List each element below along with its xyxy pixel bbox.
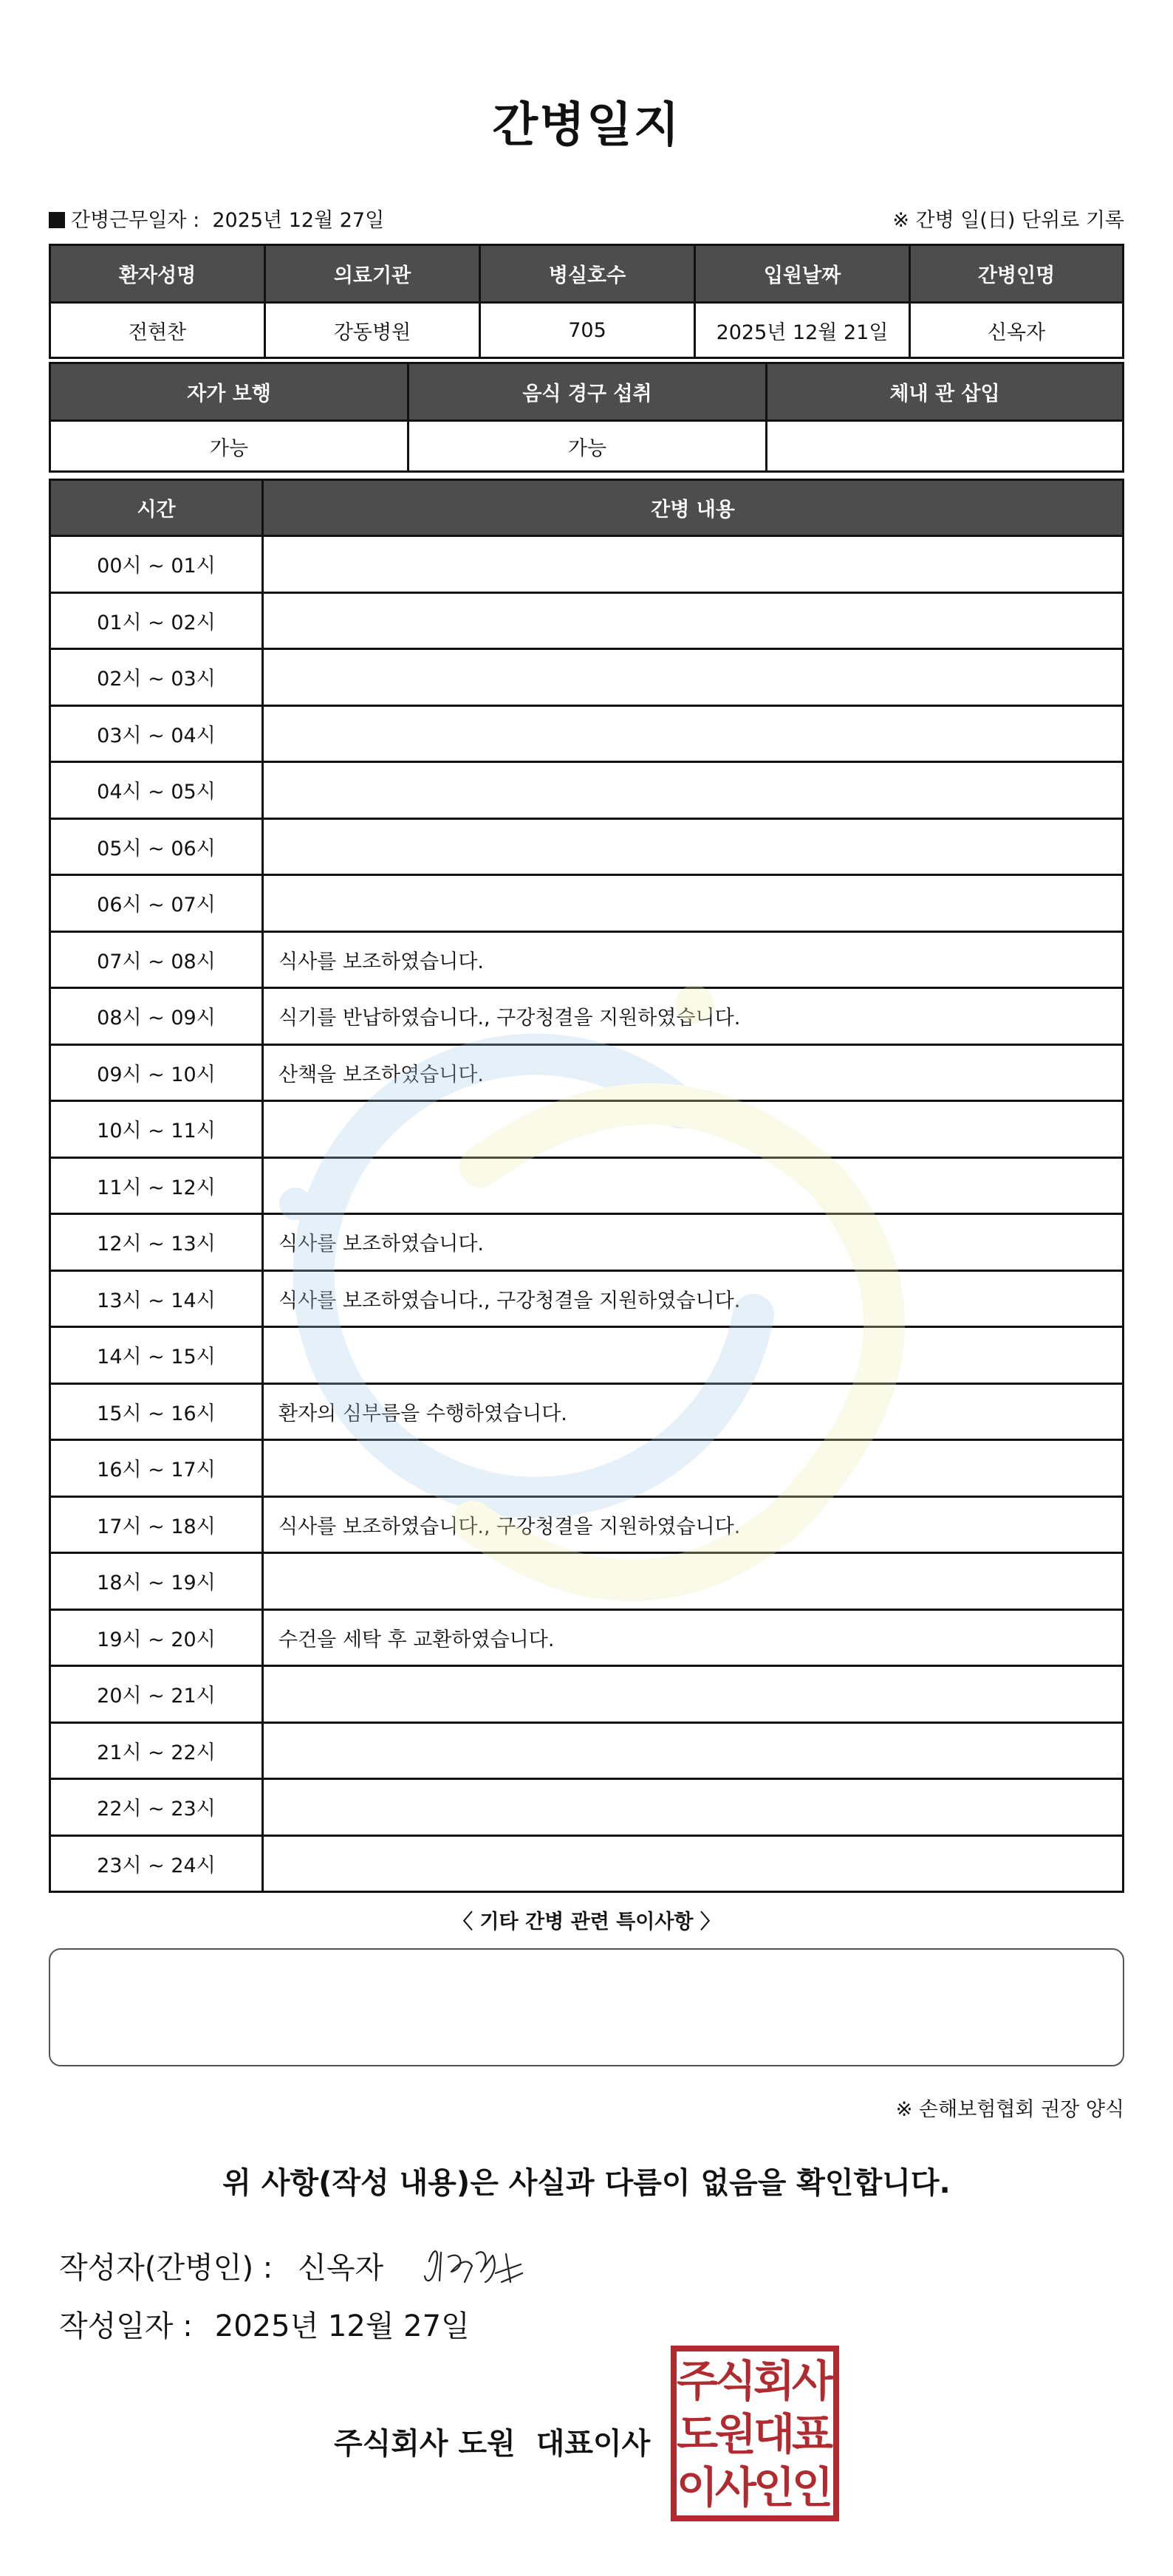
write-date-line [59, 2303, 470, 2345]
log-row-content: 식기를 반납하였습니다., 구강청결을 지원하였습니다. [278, 1007, 741, 1030]
log-row-content [264, 1102, 1122, 1157]
log-row-content [264, 1780, 1122, 1835]
log-row-content: 환자의 심부름을 수행하였습니다. [278, 1402, 567, 1425]
log-row [51, 1046, 1122, 1103]
log-row-time: 10시 ~ 11시 [51, 1102, 264, 1157]
log-row-time: 14시 ~ 15시 [51, 1328, 264, 1383]
log-row [51, 820, 1122, 877]
admission-date: 2025년 12월 21일 [696, 304, 911, 357]
log-row-time: 16시 ~ 17시 [51, 1441, 264, 1496]
log-header-row [51, 481, 1122, 537]
work-date-label: 간병근무일자 : [71, 209, 200, 232]
seal-character: 대 [753, 2409, 796, 2459]
admission-date-header: 입원날짜 [696, 246, 911, 304]
log-row [51, 1272, 1122, 1329]
log-row [51, 1328, 1122, 1385]
special-notes-box [49, 1948, 1124, 2066]
log-row-content: 산책을 보조하였습니다. [278, 1063, 484, 1086]
log-row-content [264, 820, 1122, 874]
patient-status-table [49, 362, 1124, 473]
writer-label: 작성자(간병인) : [59, 2250, 273, 2285]
log-row [51, 989, 1122, 1046]
log-row-content [264, 537, 1122, 592]
log-row-time: 22시 ~ 23시 [51, 1780, 264, 1835]
log-row [51, 1215, 1122, 1272]
company-title: 대표이사 [536, 2427, 651, 2461]
log-row [51, 537, 1122, 594]
log-row-content [264, 707, 1122, 761]
log-row-time: 11시 ~ 12시 [51, 1159, 264, 1213]
hospital: 강동병원 [266, 304, 481, 357]
log-row-content: 식사를 보조하였습니다. [278, 1233, 484, 1256]
log-row-time: 03시 ~ 04시 [51, 707, 264, 761]
log-row-content: 식사를 보조하였습니다. [278, 950, 484, 973]
time-header: 시간 [51, 481, 264, 535]
write-date-label: 작성일자 : [59, 2309, 193, 2343]
log-row-time: 08시 ~ 09시 [51, 989, 264, 1044]
caregiver-name: 신옥자 [987, 321, 1046, 344]
log-row-time: 18시 ~ 19시 [51, 1554, 264, 1609]
log-row-time: 04시 ~ 05시 [51, 763, 264, 818]
seal-character: 식 [714, 2356, 757, 2406]
log-row-time: 07시 ~ 08시 [51, 933, 264, 987]
log-row [51, 594, 1122, 651]
log-row-content [264, 1554, 1122, 1609]
log-row-time: 09시 ~ 10시 [51, 1046, 264, 1100]
log-row-time: 00시 ~ 01시 [51, 537, 264, 592]
seal-character: 회 [753, 2356, 796, 2406]
log-row-time: 21시 ~ 22시 [51, 1724, 264, 1778]
log-row-time: 15시 ~ 16시 [51, 1385, 264, 1439]
confirmation-statement: 위 사항(작성 내용)은 사실과 다름이 없음을 확인합니다. [222, 2166, 951, 2200]
log-row [51, 876, 1122, 933]
writer-line [59, 2239, 530, 2291]
seal-character: 도 [676, 2409, 719, 2459]
patient-info-table [49, 244, 1124, 359]
log-row [51, 707, 1122, 764]
log-row-content: 식사를 보조하였습니다., 구강청결을 지원하였습니다. [278, 1515, 741, 1538]
log-row-time: 19시 ~ 20시 [51, 1611, 264, 1665]
log-row-content [264, 1159, 1122, 1213]
log-row [51, 1159, 1122, 1216]
special-notes-title: 〈 기타 간병 관련 특이사항 〉 [453, 1911, 720, 1933]
room-number-header: 병실호수 [481, 246, 696, 304]
log-row-time: 05시 ~ 06시 [51, 820, 264, 874]
log-row-time: 12시 ~ 13시 [51, 1215, 264, 1270]
work-date [49, 204, 384, 233]
seal-character: 원 [714, 2409, 757, 2459]
tube-insertion-value [767, 422, 1122, 470]
patient-name-header: 환자성명 [51, 246, 266, 304]
log-row [51, 650, 1122, 707]
log-row-content [264, 1724, 1122, 1778]
log-row-content: 식사를 보조하였습니다., 구강청결을 지원하였습니다. [278, 1289, 741, 1312]
log-row-time: 20시 ~ 21시 [51, 1667, 264, 1722]
company-line [334, 2420, 650, 2462]
log-row [51, 1554, 1122, 1611]
company-name: 주식회사 도원 [334, 2427, 516, 2461]
page-title: 간병일지 [492, 98, 681, 153]
seal-character: 인 [791, 2462, 834, 2512]
log-row-content [264, 594, 1122, 648]
caregiver-name-header: 간병인명 [911, 246, 1122, 304]
record-note: ※ 간병 일(日) 단위로 기록 [892, 209, 1124, 232]
patient-name: 전현찬 [51, 304, 266, 357]
log-row [51, 1102, 1122, 1159]
oral-intake-value: 가능 [409, 422, 767, 470]
log-row-content [264, 1837, 1122, 1891]
write-date-value: 2025년 12월 27일 [214, 2309, 470, 2343]
log-row [51, 933, 1122, 990]
seal-character: 사 [791, 2356, 834, 2406]
log-row-content [264, 876, 1122, 931]
log-row-content: 수건을 세탁 후 교환하였습니다. [278, 1628, 555, 1651]
log-rows [51, 537, 1122, 1891]
self-walking-header: 자가 보행 [51, 364, 409, 422]
seal-character: 사 [714, 2462, 757, 2512]
work-date-value: 2025년 12월 27일 [212, 209, 385, 232]
form-note: ※ 손해보험협회 권장 양식 [895, 2098, 1124, 2121]
self-walking-value: 가능 [51, 422, 409, 470]
log-row-time: 17시 ~ 18시 [51, 1498, 264, 1552]
log-row-content [264, 650, 1122, 705]
seal-character: 주 [676, 2356, 719, 2406]
log-row-time: 01시 ~ 02시 [51, 594, 264, 648]
signature [419, 2239, 530, 2291]
content-header: 간병 내용 [651, 499, 735, 521]
log-row [51, 1441, 1122, 1498]
log-row-content [264, 1328, 1122, 1383]
seal-character: 인 [753, 2462, 796, 2512]
writer-name: 신옥자 [298, 2250, 384, 2285]
room-number: 705 [481, 304, 696, 357]
log-row [51, 1724, 1122, 1781]
seal-character: 이 [676, 2462, 719, 2512]
hospital-header: 의료기관 [266, 246, 481, 304]
log-row [51, 763, 1122, 820]
log-row-content [264, 763, 1122, 818]
log-row-time: 13시 ~ 14시 [51, 1272, 264, 1326]
log-row [51, 1498, 1122, 1555]
log-row [51, 1667, 1122, 1724]
log-row-time: 06시 ~ 07시 [51, 876, 264, 931]
log-row-time: 23시 ~ 24시 [51, 1837, 264, 1891]
log-row [51, 1837, 1122, 1891]
log-row-content [264, 1667, 1122, 1722]
log-row-content [264, 1441, 1122, 1496]
square-bullet-icon [49, 212, 65, 228]
log-row [51, 1780, 1122, 1837]
log-row [51, 1385, 1122, 1442]
company-seal [671, 2346, 839, 2521]
log-row [51, 1611, 1122, 1668]
log-row-time: 02시 ~ 03시 [51, 650, 264, 705]
tube-insertion-header: 체내 관 삽입 [767, 364, 1122, 422]
care-log-table [49, 479, 1124, 1893]
oral-intake-header: 음식 경구 섭취 [409, 364, 767, 422]
seal-character: 표 [791, 2409, 834, 2459]
